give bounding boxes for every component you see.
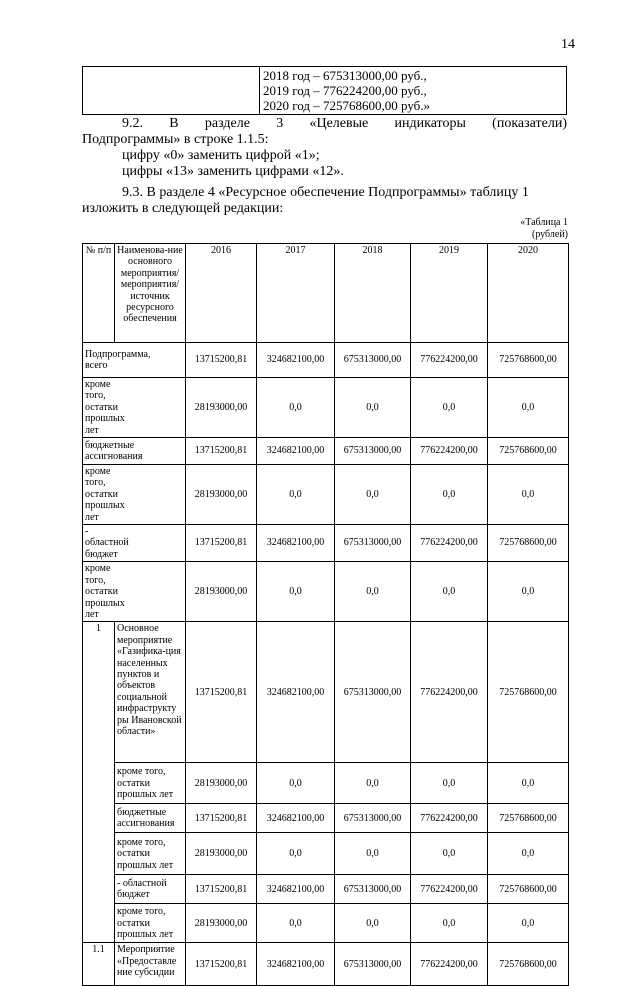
table-row bbox=[83, 804, 569, 833]
table-row bbox=[83, 562, 569, 622]
paragraph-9-2-line1: 9.2. В разделе 3 «Целевые индикаторы (показатели) bbox=[122, 116, 567, 131]
table-caption: «Таблица 1 bbox=[520, 217, 568, 228]
value-cell: 324682100,00 bbox=[257, 343, 335, 378]
value-cell: 13715200,81 bbox=[186, 943, 257, 986]
value-cell: 324682100,00 bbox=[257, 622, 335, 763]
value-cell: 0,0 bbox=[335, 465, 411, 525]
table-row bbox=[83, 904, 569, 943]
value-cell: 13715200,81 bbox=[186, 875, 257, 904]
table-row bbox=[83, 343, 569, 378]
row-name: Основное мероприятие «Газифика-ция населенных пунктов и объектов социальной инфраструкту ры Ивановской области» bbox=[115, 622, 186, 763]
row-name: бюджетные ассигнования bbox=[115, 804, 186, 833]
value-cell: 0,0 bbox=[257, 562, 335, 622]
value-cell: 776224200,00 bbox=[411, 943, 488, 986]
value-cell: 28193000,00 bbox=[186, 904, 257, 943]
value-cell: 675313000,00 bbox=[335, 943, 411, 986]
table-row bbox=[83, 763, 569, 804]
header-name: Наименова-ние основного мероприятия/ мероприятия/ источник ресурсного обеспечения bbox=[115, 244, 186, 343]
value-cell: 0,0 bbox=[335, 833, 411, 875]
section-number: 1 bbox=[83, 622, 115, 943]
value-cell: 324682100,00 bbox=[257, 525, 335, 562]
value-cell: 0,0 bbox=[257, 763, 335, 804]
value-cell: 0,0 bbox=[257, 465, 335, 525]
value-cell: 776224200,00 bbox=[411, 804, 488, 833]
row-name: кроме того, остатки прошлых лет bbox=[115, 833, 186, 875]
value-cell: 725768600,00 bbox=[488, 943, 569, 986]
value-cell: 13715200,81 bbox=[186, 622, 257, 763]
value-cell: 0,0 bbox=[488, 378, 569, 438]
table-row bbox=[83, 378, 569, 438]
paragraph-9-3-line1: 9.3. В разделе 4 «Ресурсное обеспечение Подпрограммы» таблицу 1 bbox=[122, 185, 529, 200]
value-cell: 0,0 bbox=[488, 833, 569, 875]
row-name: Подпрограмма, всего bbox=[83, 343, 186, 378]
value-cell: 13715200,81 bbox=[186, 525, 257, 562]
value-cell: 725768600,00 bbox=[488, 525, 569, 562]
value-cell: 0,0 bbox=[488, 562, 569, 622]
table-row bbox=[83, 875, 569, 904]
value-cell: 0,0 bbox=[335, 378, 411, 438]
continuation-table bbox=[82, 66, 567, 115]
value-cell: 13715200,81 bbox=[186, 343, 257, 378]
value-cell: 28193000,00 bbox=[186, 378, 257, 438]
row-name: кроме того, остатки прошлых лет bbox=[83, 378, 186, 438]
header-year-2019: 2019 bbox=[411, 244, 488, 343]
value-cell: 675313000,00 bbox=[335, 804, 411, 833]
row-name: бюджетные ассигнования bbox=[83, 438, 186, 465]
paragraph-9-3 bbox=[82, 185, 567, 217]
table-header-row bbox=[83, 244, 569, 343]
table-row bbox=[83, 833, 569, 875]
value-cell: 0,0 bbox=[257, 378, 335, 438]
paragraph-9-2-line2: Подпрограммы» в строке 1.1.5: bbox=[82, 132, 269, 147]
value-cell: 675313000,00 bbox=[335, 438, 411, 465]
page-number: 14 bbox=[561, 37, 575, 52]
row-name: кроме того, остатки прошлых лет bbox=[115, 763, 186, 804]
resource-table bbox=[82, 243, 569, 986]
row-name: кроме того, остатки прошлых лет bbox=[83, 465, 186, 525]
header-year-2017: 2017 bbox=[257, 244, 335, 343]
table-row bbox=[83, 943, 569, 986]
row-name: кроме того, остатки прошлых лет bbox=[83, 562, 186, 622]
value-cell: 28193000,00 bbox=[186, 833, 257, 875]
value-cell: 28193000,00 bbox=[186, 562, 257, 622]
paragraph-9-2-item2: цифры «13» заменить цифрами «12». bbox=[122, 164, 344, 179]
value-cell: 776224200,00 bbox=[411, 622, 488, 763]
header-year-2020: 2020 bbox=[488, 244, 569, 343]
continuation-empty-cell bbox=[83, 67, 260, 115]
paragraph-9-3-line2: изложить в следующей редакции: bbox=[82, 201, 284, 216]
value-cell: 0,0 bbox=[257, 833, 335, 875]
value-cell: 324682100,00 bbox=[257, 804, 335, 833]
value-cell: 725768600,00 bbox=[488, 622, 569, 763]
header-year-2018: 2018 bbox=[335, 244, 411, 343]
value-cell: 0,0 bbox=[411, 465, 488, 525]
row-name: Мероприятие «Предоставле ние субсидии bbox=[115, 943, 186, 986]
value-cell: 13715200,81 bbox=[186, 438, 257, 465]
value-cell: 13715200,81 bbox=[186, 804, 257, 833]
row-name: - областной бюджет bbox=[83, 525, 186, 562]
value-cell: 0,0 bbox=[488, 465, 569, 525]
value-cell: 324682100,00 bbox=[257, 438, 335, 465]
value-cell: 0,0 bbox=[488, 904, 569, 943]
table-caption-block bbox=[470, 217, 568, 241]
table-row bbox=[83, 438, 569, 465]
value-cell: 0,0 bbox=[335, 562, 411, 622]
value-cell: 675313000,00 bbox=[335, 875, 411, 904]
value-cell: 725768600,00 bbox=[488, 438, 569, 465]
value-cell: 0,0 bbox=[335, 763, 411, 804]
value-cell: 0,0 bbox=[488, 763, 569, 804]
row-name: кроме того, остатки прошлых лет bbox=[115, 904, 186, 943]
table-row bbox=[83, 525, 569, 562]
value-cell: 0,0 bbox=[257, 904, 335, 943]
value-cell: 725768600,00 bbox=[488, 343, 569, 378]
value-cell: 0,0 bbox=[411, 833, 488, 875]
paragraph-9-2-item1: цифру «0» заменить цифрой «1»; bbox=[122, 148, 320, 163]
value-cell: 0,0 bbox=[411, 904, 488, 943]
value-cell: 324682100,00 bbox=[257, 875, 335, 904]
value-cell: 0,0 bbox=[411, 562, 488, 622]
value-cell: 675313000,00 bbox=[335, 622, 411, 763]
value-cell: 725768600,00 bbox=[488, 875, 569, 904]
value-cell: 0,0 bbox=[411, 763, 488, 804]
value-cell: 776224200,00 bbox=[411, 525, 488, 562]
value-cell: 776224200,00 bbox=[411, 343, 488, 378]
section-number: 1.1 bbox=[83, 943, 115, 986]
table-row bbox=[83, 465, 569, 525]
table-units: (рублей) bbox=[531, 229, 568, 240]
value-cell: 776224200,00 bbox=[411, 438, 488, 465]
value-cell: 725768600,00 bbox=[488, 804, 569, 833]
header-num: № п/п bbox=[83, 244, 115, 343]
table-row bbox=[83, 622, 569, 763]
value-cell: 675313000,00 bbox=[335, 525, 411, 562]
row-name: - областной бюджет bbox=[115, 875, 186, 904]
value-cell: 675313000,00 bbox=[335, 343, 411, 378]
value-cell: 28193000,00 bbox=[186, 763, 257, 804]
funding-line-2019: 2019 год – 776224200,00 руб., bbox=[263, 83, 427, 98]
funding-line-2020: 2020 год – 725768600,00 руб.» bbox=[263, 98, 431, 113]
header-year-2016: 2016 bbox=[186, 244, 257, 343]
value-cell: 776224200,00 bbox=[411, 875, 488, 904]
value-cell: 28193000,00 bbox=[186, 465, 257, 525]
funding-line-2018: 2018 год – 675313000,00 руб., bbox=[263, 68, 427, 83]
continuation-funding-cell bbox=[260, 67, 567, 115]
value-cell: 0,0 bbox=[411, 378, 488, 438]
value-cell: 324682100,00 bbox=[257, 943, 335, 986]
paragraph-9-2 bbox=[82, 116, 567, 180]
value-cell: 0,0 bbox=[335, 904, 411, 943]
